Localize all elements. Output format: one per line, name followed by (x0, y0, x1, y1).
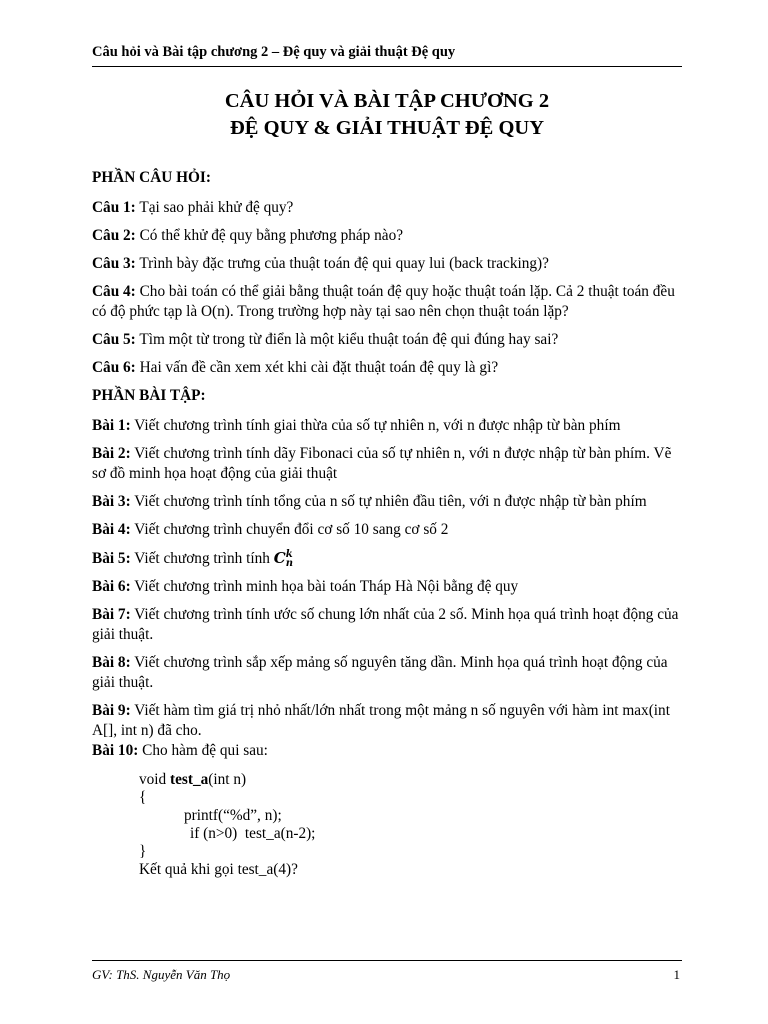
question-label: Câu 6: (92, 359, 136, 376)
exercise-text: Viết chương trình tính dãy Fibonaci của số tự nhiên n, với n được nhập từ bàn phím. Vẽ sơ đồ minh họa hoạt động của giải thuật (92, 445, 672, 482)
question-text: Có thể khử đệ quy bằng phương pháp nào? (139, 227, 404, 244)
code-line: if (n>0) test_a(n-2); (190, 825, 316, 842)
exercise-label: Bài 6: (92, 578, 131, 595)
exercise-label: Bài 2: (92, 445, 131, 462)
page-footer (92, 960, 682, 983)
main-content (92, 168, 682, 879)
code-block (139, 771, 682, 879)
exercise-text: Viết hàm tìm giá trị nhỏ nhất/lớn nhất trong một mảng n số nguyên với hàm int max(int A[], int n) đã cho. (92, 702, 670, 739)
exercise-text: Viết chương trình minh họa bài toán Tháp Hà Nội bằng đệ quy (134, 578, 519, 595)
exercise-text: Viết chương trình sắp xếp mảng số nguyên tăng dần. Minh họa quá trình hoạt động của giải thuật. (92, 654, 668, 691)
exercise-item (92, 701, 682, 741)
exercise-text: Viết chương trình tính ước số chung lớn nhất của 2 số. Minh họa quá trình hoạt động của giải thuật. (92, 606, 679, 643)
exercise-text: Cho hàm đệ qui sau: (142, 742, 268, 759)
exercise-label: Bài 4: (92, 521, 131, 538)
binomial-formula (274, 549, 293, 567)
exercise-item (92, 548, 682, 569)
teacher-name: GV: ThS. Nguyễn Văn Thọ (92, 967, 231, 982)
exercise-text: Viết chương trình tính giai thừa của số tự nhiên n, với n được nhập từ bàn phím (134, 417, 621, 434)
exercise-item (92, 653, 682, 693)
exercise-label: Bài 9: (92, 702, 131, 719)
exercise-item (92, 416, 682, 436)
exercise-item (92, 520, 682, 540)
formula-subscript: n (285, 558, 293, 569)
title-line-2: ĐỆ QUY & GIẢI THUẬT ĐỆ QUY (230, 117, 544, 139)
question-label: Câu 1: (92, 199, 136, 216)
title-line-1: CÂU HỎI VÀ BÀI TẬP CHƯƠNG 2 (224, 90, 550, 112)
exercise-text: Viết chương trình tính (134, 550, 274, 567)
exercise-label: Bài 7: (92, 606, 131, 623)
questions-heading: PHẦN CÂU HỎI: (92, 169, 211, 186)
exercise-label: Bài 8: (92, 654, 131, 671)
page-number: 1 (673, 967, 680, 982)
question-item (92, 254, 682, 274)
exercise-item (92, 492, 682, 512)
question-text: Tìm một từ trong từ điển là một kiểu thuật toán đệ qui đúng hay sai? (139, 331, 559, 348)
question-item (92, 282, 682, 322)
code-close-brace: } (139, 843, 147, 860)
code-line: printf(“%d”, n); (184, 807, 282, 824)
question-item (92, 226, 682, 246)
formula-superscript: k (285, 549, 293, 560)
exercise-item (92, 444, 682, 484)
question-text: Tại sao phải khử đệ quy? (139, 199, 294, 216)
code-open-brace: { (139, 789, 147, 806)
question-item (92, 358, 682, 378)
code-question: Kết quả khi gọi test_a(4)? (139, 861, 298, 878)
exercise-item (92, 605, 682, 645)
question-label: Câu 4: (92, 283, 136, 300)
function-signature: void test_a(int n) (139, 771, 247, 788)
exercise-label: Bài 5: (92, 550, 131, 567)
question-label: Câu 2: (92, 227, 136, 244)
question-text: Trình bày đặc trưng của thuật toán đệ qui quay lui (back tracking)? (139, 255, 549, 272)
exercise-text: Viết chương trình tính tổng của n số tự nhiên đầu tiên, với n được nhập từ bàn phím (134, 493, 647, 510)
question-label: Câu 5: (92, 331, 136, 348)
exercise-label: Bài 10: (92, 742, 139, 759)
running-header: Câu hỏi và Bài tập chương 2 – Đệ quy và giải thuật Đệ quy (92, 44, 682, 67)
function-name: test_a (170, 771, 209, 788)
exercise-label: Bài 3: (92, 493, 131, 510)
exercises-heading: PHẦN BÀI TẬP: (92, 387, 206, 404)
question-item (92, 198, 682, 218)
question-item (92, 330, 682, 350)
exercise-item (92, 577, 682, 597)
question-text: Cho bài toán có thể giải bằng thuật toán đệ quy hoặc thuật toán lặp. Cả 2 thuật toán đều có độ phức tạp là O(n). Trong trường hợp này tại sao nên chọn thuật toán lặp? (92, 283, 675, 320)
exercise-item (92, 741, 682, 761)
page-title (92, 88, 682, 142)
question-text: Hai vấn đề cần xem xét khi cài đặt thuật toán đệ quy là gì? (139, 359, 499, 376)
exercise-text: Viết chương trình chuyển đổi cơ số 10 sang cơ số 2 (134, 521, 449, 538)
question-label: Câu 3: (92, 255, 136, 272)
formula-base: C (273, 549, 286, 567)
exercise-label: Bài 1: (92, 417, 131, 434)
